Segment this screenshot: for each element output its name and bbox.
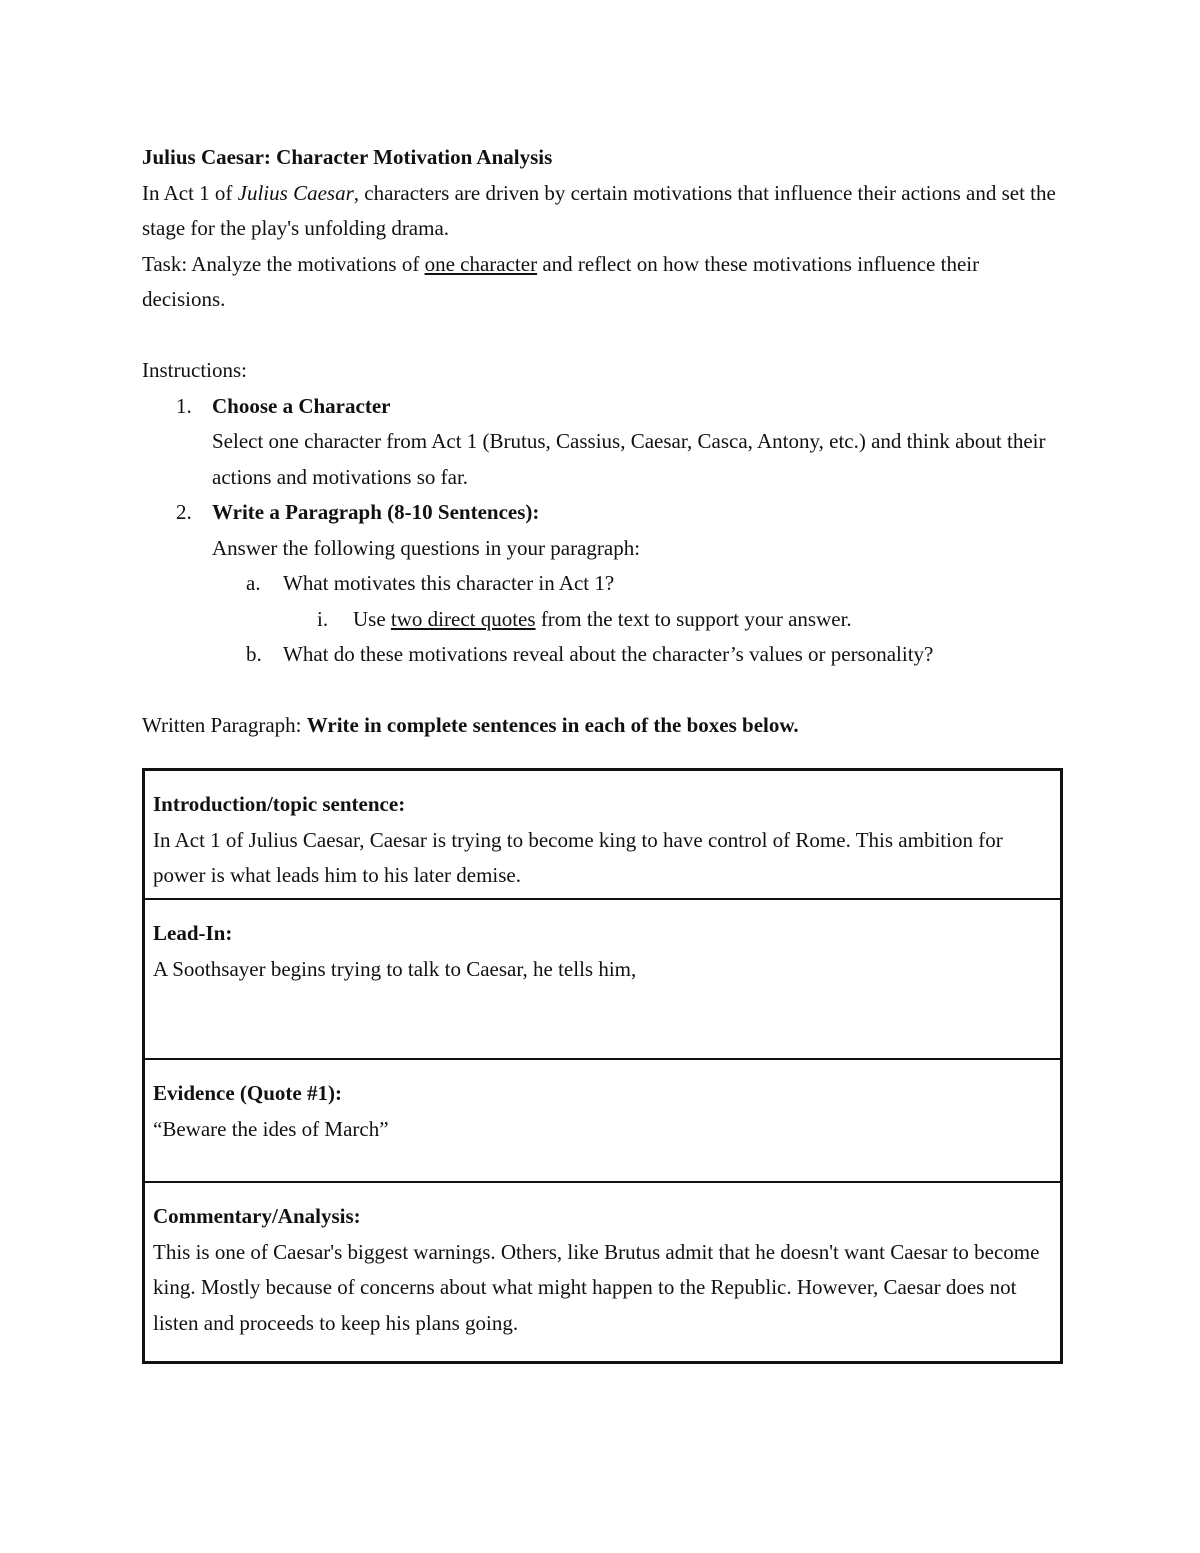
intro-text-after: , characters are driven by certain motivations that influence their actions and set the stage for the play's unfolding drama. <box>142 180 1056 240</box>
step-text: Select one character from Act 1 (Brutus, Cassius, Caesar, Casca, Antony, etc.) and think about their actions and motivations so far. <box>212 429 1046 489</box>
step-number: 1. <box>176 393 192 418</box>
box-text: A Soothsayer begins trying to talk to Caesar, he tells him, <box>153 956 637 981</box>
step-title: Choose a Character <box>212 393 391 418</box>
step-text: Answer the following questions in your paragraph: <box>212 535 641 560</box>
box-lead-in[interactable] <box>145 898 1060 1058</box>
sub-marker: b. <box>246 642 262 666</box>
task-underlined: one character <box>424 251 538 276</box>
instructions-list <box>142 389 1062 673</box>
box-evidence[interactable] <box>145 1058 1060 1181</box>
subsub-marker: i. <box>317 606 329 631</box>
box-commentary[interactable] <box>145 1181 1060 1361</box>
intro-text-before: In Act 1 of <box>142 180 238 205</box>
box-text: This is one of Caesar's biggest warnings. Others, like Brutus admit that he doesn't want Caesar to become king. Mostly because of concerns about what might happen to the Republic. However, Caesar does not listen and proceeds to keep his plans going. <box>153 1239 1040 1335</box>
writing-boxes-table <box>142 768 1063 1364</box>
instructions-heading: Instructions: <box>142 358 247 382</box>
subsub-text-before: Use <box>353 606 391 631</box>
written-paragraph-line <box>142 708 1062 744</box>
task-paragraph <box>142 247 1062 318</box>
box-text: “Beware the ides of March” <box>153 1116 389 1141</box>
box-label: Lead-In: <box>153 921 233 945</box>
sub-text: What motivates this character in Act 1? <box>283 571 615 595</box>
sub-text: What do these motivations reveal about the character’s values or personality? <box>283 642 934 666</box>
sub-marker: a. <box>246 571 261 595</box>
task-text-before: Task: Analyze the motivations of <box>142 251 425 276</box>
box-label: Introduction/topic sentence: <box>153 792 406 816</box>
play-title: Julius Caesar <box>237 180 354 205</box>
box-text: In Act 1 of Julius Caesar, Caesar is trying to become king to have control of Rome. This ambition for power is what leads him to his later demise. <box>153 827 1003 887</box>
intro-paragraph <box>142 176 1062 247</box>
step-title: Write a Paragraph (8-10 Sentences): <box>212 500 540 524</box>
page-title: Julius Caesar: Character Motivation Analysis <box>142 145 553 169</box>
step-number: 2. <box>176 500 192 524</box>
subsub-underlined: two direct quotes <box>390 606 536 631</box>
sub-item <box>142 566 1062 602</box>
spacer <box>142 673 1062 709</box>
task-text-after: and reflect on how these motivations influence their decisions. <box>142 251 980 311</box>
written-paragraph-label: Written Paragraph: <box>142 713 307 737</box>
box-label: Commentary/Analysis: <box>153 1204 361 1228</box>
subsub-item <box>142 602 1062 638</box>
step-item <box>142 389 1062 496</box>
box-label: Evidence (Quote #1): <box>153 1081 342 1105</box>
document-body <box>142 140 1062 744</box>
step-item <box>142 495 1062 673</box>
subsub-text-after: from the text to support your answer. <box>535 606 852 631</box>
box-introduction[interactable] <box>145 771 1060 898</box>
written-paragraph-emphasis: Write in complete sentences in each of the boxes below. <box>306 713 799 737</box>
sub-item <box>142 637 1062 673</box>
spacer <box>142 318 1062 354</box>
